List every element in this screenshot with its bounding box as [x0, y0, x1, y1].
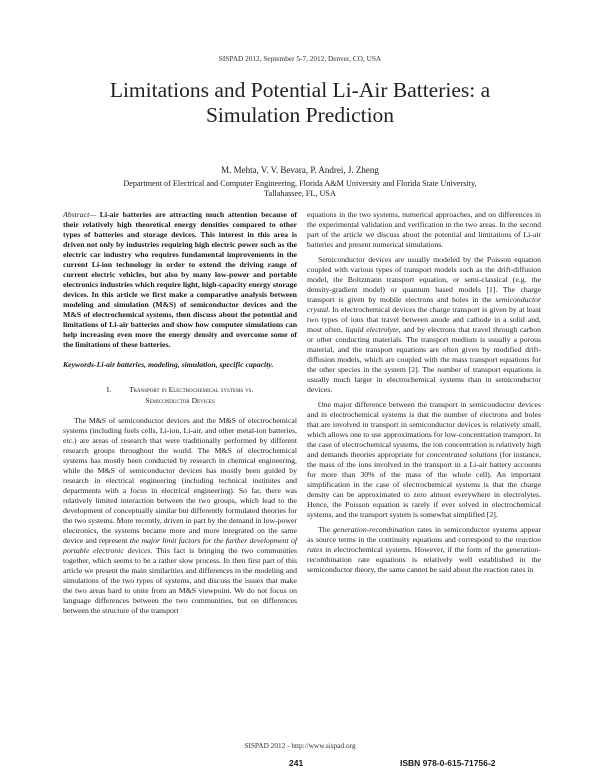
abstract	[63, 210, 297, 350]
section-title-line2: Semiconductor Devices	[145, 396, 215, 405]
affiliation: Department of Electrical and Computer Engineering, Florida A&M University and Florida State University, Tallahassee, FL, USA	[123, 179, 477, 198]
body-text: in electrochemical systems. However, if the form of the generation-recombination rate equations is relatively well established in the semiconductor theory, the same cannot be said about the reaction rates in	[307, 545, 541, 574]
body-text: One major difference between the transport in semiconductor devices and in electrochemical systems is that the number of electrons and holes that are involved in transport in semiconductor devices is relatively small, which allows one to use approximations for low-concentration transport. In the case of electrochemical systems, the ion concentration is relatively high and demands theories appropriate for	[307, 400, 541, 459]
emphasis-text: liquid electrolyte	[345, 325, 399, 334]
emphasis-text: concentrated solutions	[426, 450, 498, 459]
body-text: (for instance, the mass of the ions involved in the transport in a Li-air battery accounts for more than 30% of the mass of the whole cell). An important simplification in the case of electrochemical systems is that the charge density can be approximated to zero almost everywhere in electrolytes. Hence, the Poisson equation is rarely if ever solved in electrochemical systems, and the transport system is somewhat simplified [2].	[307, 450, 541, 519]
emphasis-text: semiconductor crystal	[307, 295, 541, 314]
left-column	[63, 210, 297, 621]
body-paragraph	[307, 255, 541, 395]
body-paragraph: equations in the two systems, numerical approaches, and on differences in the experimental validation and verification in the two areas. In the second part of the article we discuss about the potential and limitations of Li-air batteries and present numerical simulations.	[307, 210, 541, 249]
abstract-label: Abstract—	[63, 210, 97, 219]
authors: M. Mehta, V. V. Bevara, P. Andrei, J. Zheng	[221, 165, 379, 175]
keywords: Keywords-Li-air batteries, modeling, simulation, specific capacity.	[63, 360, 274, 369]
body-text: rates in semiconductor systems appear as source terms in the continuity equations and correspond to the	[307, 525, 541, 544]
abstract-text: Li-air batteries are attracting much attention because of their relatively high theoretical energy densities compared to other types of batteries and storage devices. This interest in this area is driven not only by industries requiring high electric power such as the electric car industry who requires fundamental improvements in the current Li-ion technology in order to extend the driving range of current electric vehicles, but also by many low-power and portable electronics industries which require light, high-capacity energy storage devices. In this article we first make a comparative analysis between modeling and simulation (M&S) of semiconductor devices and the M&S of electrochemical systems, then discuss about the potential and limitations of Li-air batteries and show how computer simulations can help increasing even more the energy density and overcome some of the limitations of these batteries.	[63, 210, 297, 349]
body-text: The	[318, 525, 334, 534]
section-title-line1: Transport in Electrochemical systems vs.	[129, 385, 254, 394]
paper-title: Limitations and Potential Li-Air Batteries: a Simulation Prediction	[109, 78, 491, 127]
body-text: , and by electrons that travel through carbon or other conducting materials. The transport medium is usually a porous material, and the transport equations are often given by modified drift-diffusion models, which are coupled with the mass transport equations for the other species in the system [2]. The number of transport equations is usually much larger in electrochemical systems than in semiconductor devices.	[307, 325, 542, 394]
footer-url: SISPAD 2012 - http://www.sispad.org	[244, 741, 356, 750]
emphasis-text: generation-recombination	[333, 525, 415, 534]
isbn: ISBN 978-0-615-71756-2	[400, 758, 496, 768]
conference-header: SISPAD 2012, September 5-7, 2012, Denver, CO, USA	[218, 54, 382, 63]
body-text: . This fact is bringing the two communities together, which seems to be a rather slow process. In then first part of this article we present the main similarities and differences in the modeling and simulations of the two types of systems, and discuss the issues that make the two areas hard to unite from an M&S viewpoint. We do not focus on language differences between the two communities, but on differences between the structure of the transport	[63, 546, 297, 615]
emphasis-text: reaction rates	[307, 535, 541, 554]
body-paragraph	[307, 525, 541, 575]
right-column	[307, 210, 541, 580]
body-text: Semiconductor devices are usually modeled by the Poisson equation coupled with various types of transport models such as the drift-diffusion model, the Boltzmann transport equation, or semi-classical (e.g. the density-gradient model) or quantum based models [1]. The charge transport is given by mobile electrons and holes in the	[307, 255, 541, 304]
body-text: The M&S of semiconductor devices and the M&S of electrochemical systems (including fuels cells, Li-ion, Li-air, and other metal-ion batteries, etc.) are areas of research that were traditionally performed by different research groups throughout the world. The M&S of electrochemical systems has mostly been conducted by research in chemical engineering, while the M&S of semiconductor devices has mostly been guided by research in electrical engineering (including technical institutes and departments with a focus in electrical engineering). So far, there was relatively limited interaction between the two groups, which lead to the development of conceptually similar but differently formulated theories for the two systems. More recently, driven in part by the demand in low-power electronics, the systems became more and more integrated on the same device and represent	[63, 416, 297, 545]
page-number: 241	[289, 758, 304, 768]
emphasis-text: the major limit factors for the further development of portable electronic devices	[63, 536, 297, 555]
section-heading	[63, 384, 297, 406]
section-number: I.	[106, 385, 112, 394]
body-paragraph	[307, 400, 541, 520]
body-paragraph	[63, 416, 297, 616]
body-text: . In electrochemical devices the charge transport is given by at least two types of ions that travel between anode and cathode in a solid and, most often,	[307, 305, 541, 334]
